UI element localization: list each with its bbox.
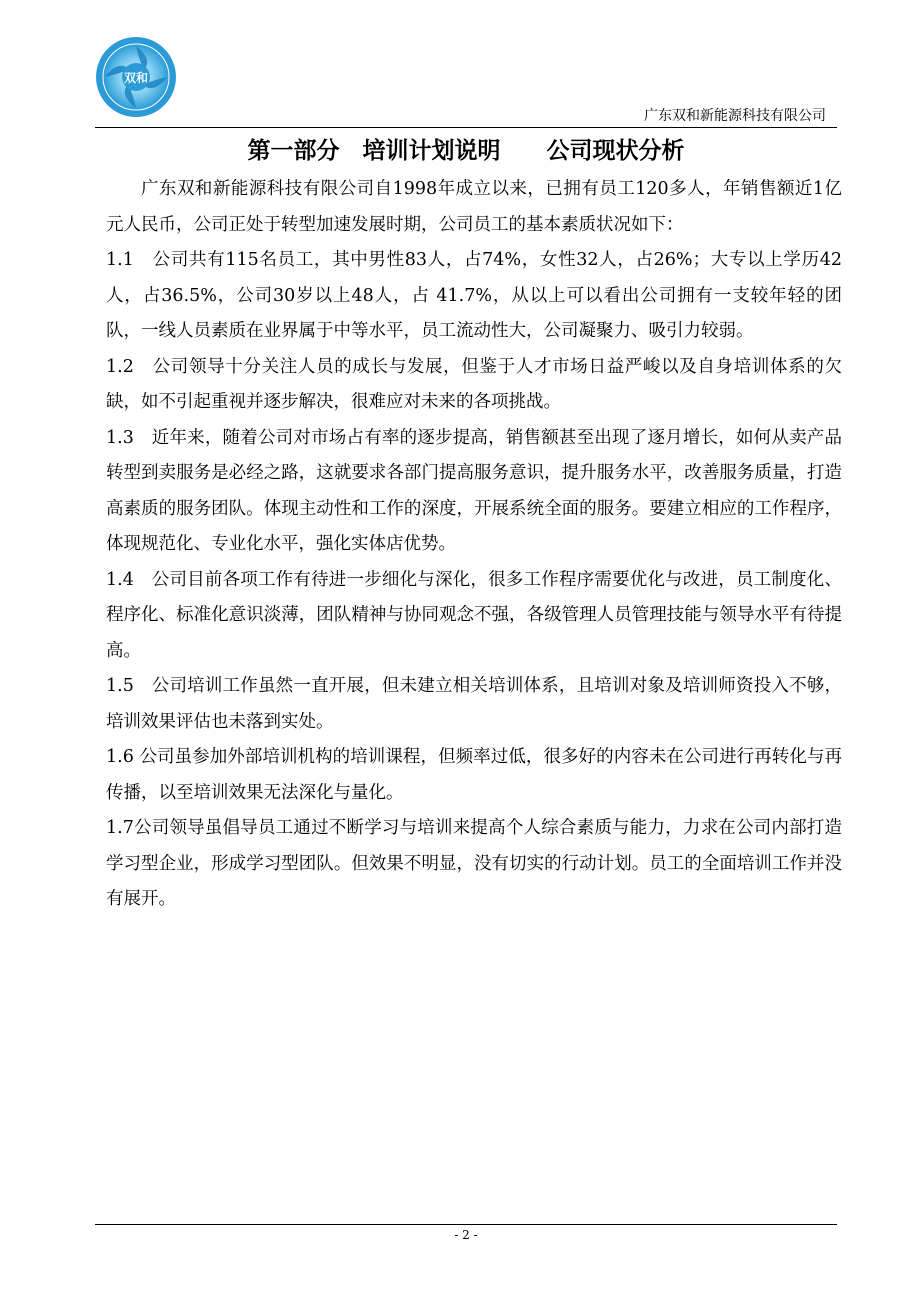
paragraph-1-7: 1.7公司领导虽倡导员工通过不断学习与培训来提高个人综合素质与能力，力求在公司内部打造学习型企业，形成学习型团队。但效果不明显，没有切实的行动计划。员工的全面培训工作并没有展开。 xyxy=(106,818,842,909)
company-logo xyxy=(95,36,177,118)
paragraph-1-1: 1.1 公司共有115名员工，其中男性83人，占74%，女性32人，占26%；大专以上学历42人，占36.5%，公司30岁以上48人，占 41.7%，从以上可以看出公司拥有一支较年轻的团队，一线人员素质在业界属于中等水平，员工流动性大，公司凝聚力、吸引力较弱。 xyxy=(106,250,842,341)
paragraph-1-3: 1.3 近年来，随着公司对市场占有率的逐步提高，销售额甚至出现了逐月增长，如何从卖产品转型到卖服务是必经之路，这就要求各部门提高服务意识，提升服务水平，改善服务质量，打造高素质的服务团队。体现主动性和工作的深度，开展系统全面的服务。要建立相应的工作程序，体现规范化、专业化水平，强化实体店优势。 xyxy=(106,427,842,554)
company-logo-graphic xyxy=(95,36,177,118)
paragraph-1-2: 1.2 公司领导十分关注人员的成长与发展，但鉴于人才市场日益严峻以及自身培训体系的欠缺，如不引起重视并逐步解决，很难应对未来的各项挑战。 xyxy=(106,356,842,412)
footer-divider xyxy=(95,1224,837,1225)
header-divider xyxy=(95,127,837,128)
header-company-name: 广东双和新能源科技有限公司 xyxy=(644,108,826,124)
paragraph-1-4: 1.4 公司目前各项工作有待进一步细化与深化，很多工作程序需要优化与改进，员工制度化、程序化、标准化意识淡薄，团队精神与协同观念不强，各级管理人员管理技能与领导水平有待提高。 xyxy=(106,569,842,661)
paragraph-1-5: 1.5 公司培训工作虽然一直开展，但未建立相关培训体系，且培训对象及培训师资投入不够，培训效果评估也未落到实处。 xyxy=(106,676,842,732)
paragraph-1-6: 1.6 公司虽参加外部培训机构的培训课程，但频率过低，很多好的内容未在公司进行再转化与再传播，以至培训效果无法深化与量化。 xyxy=(106,747,842,803)
logo-text: 双和 xyxy=(123,71,149,85)
page-number: - 2 - xyxy=(454,1228,478,1242)
intro-paragraph: 广东双和新能源科技有限公司自1998年成立以来，已拥有员工120多人，年销售额近1亿元人民币，公司正处于转型加速发展时期，公司员工的基本素质状况如下： xyxy=(106,179,842,235)
document-body xyxy=(106,172,842,918)
page-title: 第一部分 培训计划说明 公司现状分析 xyxy=(247,137,685,164)
